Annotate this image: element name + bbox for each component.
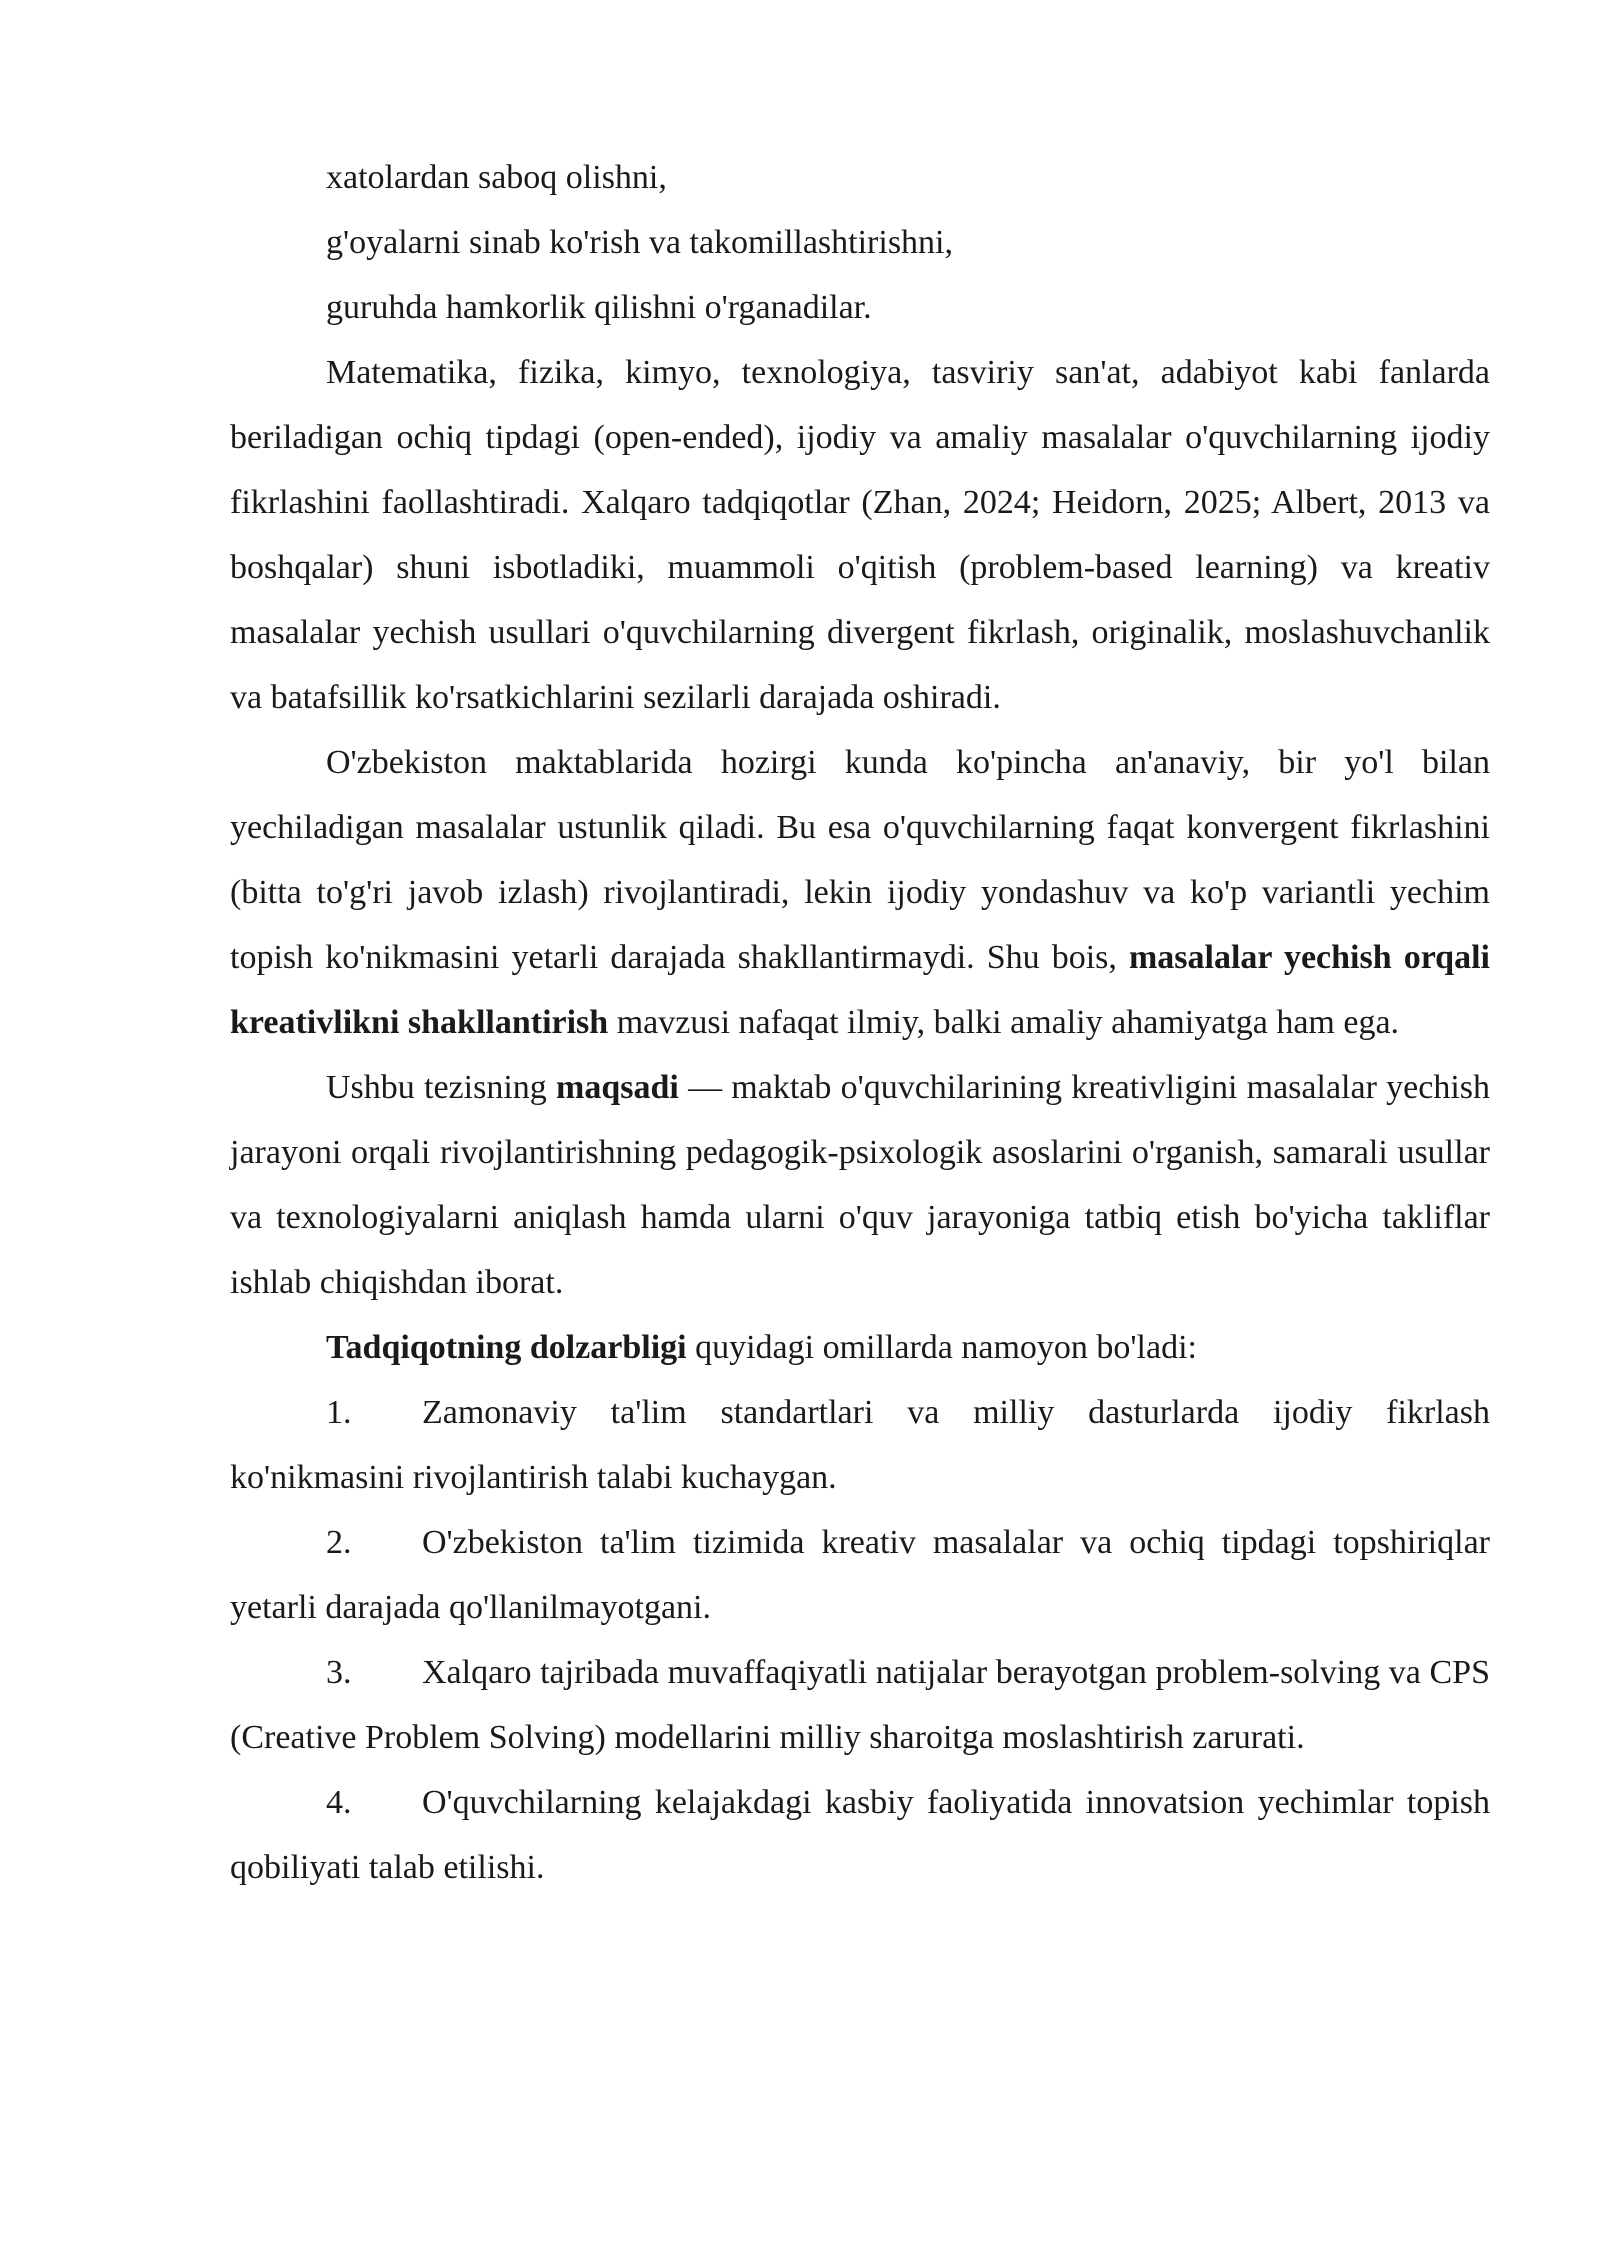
list-number: 3. xyxy=(326,1654,352,1691)
list-item-text: O'zbekiston ta'lim tizimida kreativ masalalar va ochiq tipdagi topshiriqlar yetarli darajada qo'llanilmayotgani. xyxy=(230,1524,1490,1626)
purpose-bold-text: maqsadi xyxy=(556,1069,679,1106)
topic-bold-text: masalalar yechish orqali kreativlikni shakllantirish xyxy=(230,939,1490,1041)
list-item-text: Xalqaro tajribada muvaffaqiyatli natijalar berayotgan problem-solving va CPS (Creative Problem Solving) modellarini milliy sharoitga moslashtirish zarurati. xyxy=(230,1654,1490,1756)
document-page xyxy=(230,145,1490,1900)
list-number: 2. xyxy=(326,1524,352,1561)
paragraph-uzbekistan-schools xyxy=(230,730,1490,1055)
list-item xyxy=(230,1380,1490,1510)
paragraph-text: mavzusi nafaqat ilmiy, balki amaliy ahamiyatga ham ega. xyxy=(616,1004,1400,1041)
paragraph-text: — maktab o'quvchilarining kreativligini masalalar yechish jarayoni orqali rivojlantirishning pedagogik-psixologik asoslarini o'rganish, samarali usullar va texnologiyalarni aniqlash hamda ularni o'quv jarayoniga tatbiq etish bo'yicha takliflar ishlab chiqishdan iborat. xyxy=(230,1069,1490,1301)
paragraph-relevance xyxy=(230,1315,1490,1380)
list-number: 4. xyxy=(326,1784,352,1821)
paragraph-text: Ushbu tezisning xyxy=(326,1069,547,1106)
paragraph-text: O'zbekiston maktablarida hozirgi kunda ko'pincha an'anaviy, bir yo'l bilan yechiladigan masalalar ustunlik qiladi. Bu esa o'quvchilarning faqat konvergent fikrlashini (bitta to'g'ri javob izlash) rivojlantiradi, lekin ijodiy yondashuv va ko'p variantli yechim topish ko'nikmasini yetarli darajada shakllantirmaydi. Shu bois, xyxy=(230,744,1490,976)
list-number: 1. xyxy=(326,1394,352,1431)
paragraph-open-ended-tasks: Matematika, fizika, kimyo, texnologiya, tasviriy san'at, adabiyot kabi fanlarda beriladigan ochiq tipdagi (open-ended), ijodiy va amaliy masalalar o'quvchilarning ijodiy fikrlashini faollashtiradi. Xalqaro tadqiqotlar (Zhan, 2024; Heidorn, 2025; Albert, 2013 va boshqalar) shuni isbotladiki, muammoli o'qitish (problem-based learning) va kreativ masalalar yechish usullari o'quvchilarning divergent fikrlash, originalik, moslashuvchanlik va batafsillik ko'rsatkichlarini sezilarli darajada oshiradi. xyxy=(230,354,1490,716)
list-item xyxy=(230,1640,1490,1770)
paragraph-purpose xyxy=(230,1055,1490,1315)
list-item xyxy=(230,1510,1490,1640)
intro-line: guruhda hamkorlik qilishni o'rganadilar. xyxy=(326,289,872,326)
list-item-text: O'quvchilarning kelajakdagi kasbiy faoliyatida innovatsion yechimlar topish qobiliyati talab etilishi. xyxy=(230,1784,1490,1886)
list-item-text: Zamonaviy ta'lim standartlari va milliy dasturlarda ijodiy fikrlash ko'nikmasini rivojlantirish talabi kuchaygan. xyxy=(230,1394,1490,1496)
intro-line: xatolardan saboq olishni, xyxy=(326,159,667,196)
list-item xyxy=(230,1770,1490,1900)
paragraph-text: quyidagi omillarda namoyon bo'ladi: xyxy=(695,1329,1197,1366)
intro-line: g'oyalarni sinab ko'rish va takomillashtirishni, xyxy=(326,224,953,261)
relevance-bold-text: Tadqiqotning dolzarbligi xyxy=(326,1329,687,1366)
